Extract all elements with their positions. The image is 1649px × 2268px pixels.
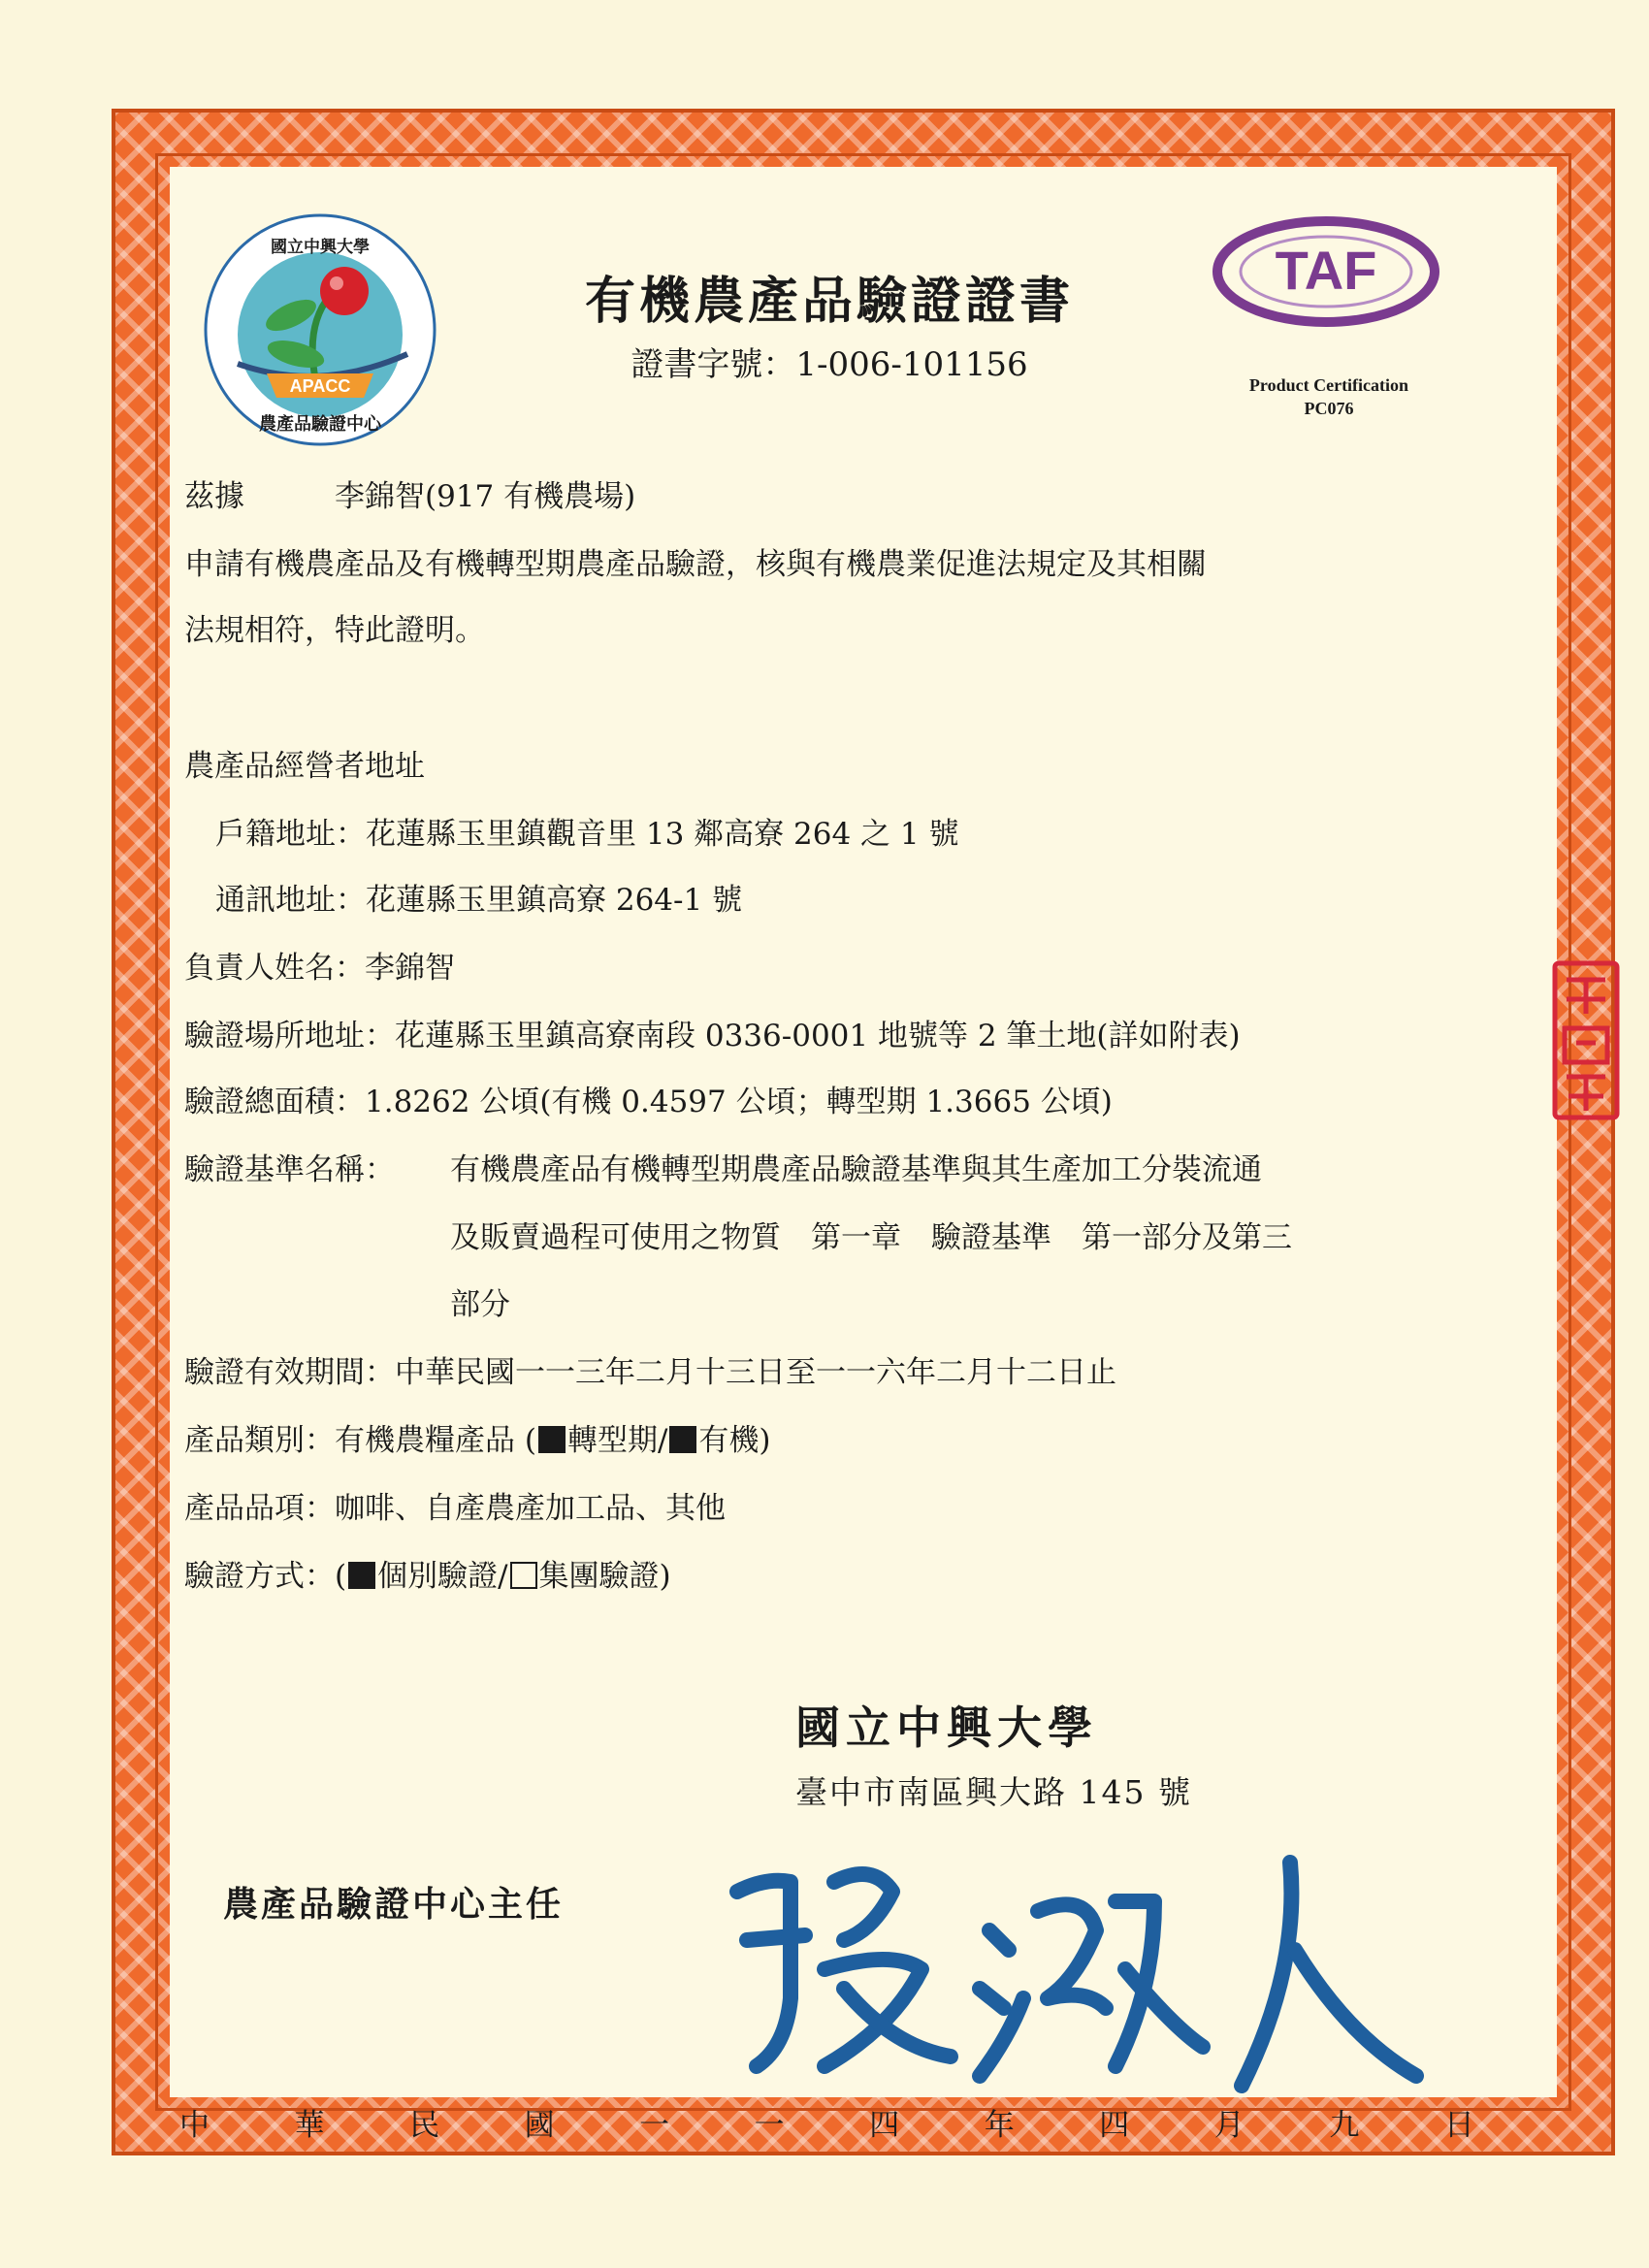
taf-mark-text: TAF — [1275, 240, 1377, 301]
validity-period: 驗證有效期間：中華民國一一三年二月十三日至一一六年二月十二日止 — [184, 1355, 1116, 1390]
logo-bottom-text: 農產品驗證中心 — [259, 414, 381, 435]
standard-line-2: 及販賣過程可使用之物質 第一章 驗證基準 第一部分及第三 — [450, 1220, 1292, 1255]
date-char: 九 — [1329, 2108, 1360, 2143]
method-prefix: 驗證方式：( — [184, 1559, 347, 1594]
date-char: 月 — [1213, 2108, 1245, 2143]
apacc-logo — [199, 209, 441, 451]
date-char: 年 — [984, 2108, 1015, 2143]
date-char: 民 — [409, 2108, 440, 2143]
statement-line-2: 法規相符，特此證明。 — [184, 613, 485, 648]
taf-caption — [1193, 373, 1465, 420]
certificate-number: 證書字號：1-006-101156 — [630, 345, 1028, 384]
logo-top-text: 國立中興大學 — [271, 238, 370, 257]
issuer-name: 國立中興大學 — [795, 1701, 1098, 1754]
certification-method — [184, 1557, 671, 1596]
standard-line-3: 部分 — [450, 1287, 510, 1322]
operator-address-label: 農產品經營者地址 — [184, 749, 425, 784]
date-char: 四 — [869, 2108, 900, 2143]
date-char: 國 — [524, 2108, 555, 2143]
category-prefix: 產品類別：有機農糧產品 ( — [184, 1423, 536, 1458]
method-option-individual: 個別驗證/ — [377, 1559, 508, 1594]
statement-line-1: 申請有機農產品及有機轉型期農產品驗證，核與有機農業促進法規定及其相關 — [184, 547, 1207, 582]
date-char: 日 — [1443, 2108, 1474, 2143]
taf-logo — [1212, 213, 1440, 330]
category-option-organic: 有機) — [698, 1423, 771, 1458]
date-char: 一 — [754, 2108, 785, 2143]
date-char: 中 — [179, 2108, 210, 2143]
date-char: 一 — [639, 2108, 670, 2143]
standard-line-1: 有機農產品有機轉型期農產品驗證基準與其生產加工分裝流通 — [450, 1152, 1262, 1187]
date-char: 四 — [1099, 2108, 1130, 2143]
issuer-address: 臺中市南區興大路 145 號 — [795, 1773, 1192, 1811]
grantee-name: 李錦智(917 有機農場) — [335, 479, 636, 514]
taf-caption-line1: Product Certification — [1248, 375, 1409, 395]
handwritten-signature — [698, 1824, 1436, 2105]
category-option-transitional: 轉型期/ — [566, 1423, 668, 1458]
standard-label: 驗證基準名稱： — [184, 1152, 395, 1187]
taf-caption-line2: PC076 — [1304, 399, 1354, 418]
checkbox-transitional — [538, 1426, 566, 1453]
checkbox-organic — [669, 1426, 696, 1453]
product-items: 產品品項：咖啡、自產農產加工品、其他 — [184, 1491, 726, 1526]
method-option-group: 集團驗證) — [538, 1559, 671, 1594]
mailing-address: 通訊地址：花蓮縣玉里鎮高寮 264-1 號 — [215, 883, 743, 918]
responsible-person: 負責人姓名：李錦智 — [184, 951, 455, 986]
site-address: 驗證場所地址：花蓮縣玉里鎮高寮南段 0336-0001 地號等 2 筆土地(詳如附表) — [184, 1019, 1241, 1053]
issue-date — [179, 2100, 1474, 2144]
director-title: 農產品驗證中心主任 — [223, 1884, 565, 1925]
date-char: 華 — [294, 2108, 325, 2143]
household-address: 戶籍地址：花蓮縣玉里鎮觀音里 13 鄰高寮 264 之 1 號 — [215, 817, 959, 852]
grantee-label: 茲據 — [184, 479, 244, 514]
red-seal-stamp — [1547, 956, 1625, 1125]
logo-badge-text: APACC — [289, 376, 351, 396]
checkbox-group — [510, 1562, 537, 1589]
product-category — [184, 1421, 771, 1460]
certificate-title: 有機農產品驗證證書 — [584, 272, 1074, 331]
checkbox-individual — [348, 1562, 375, 1589]
total-area: 驗證總面積：1.8262 公頃(有機 0.4597 公頃；轉型期 1.3665 公頃) — [184, 1085, 1113, 1119]
